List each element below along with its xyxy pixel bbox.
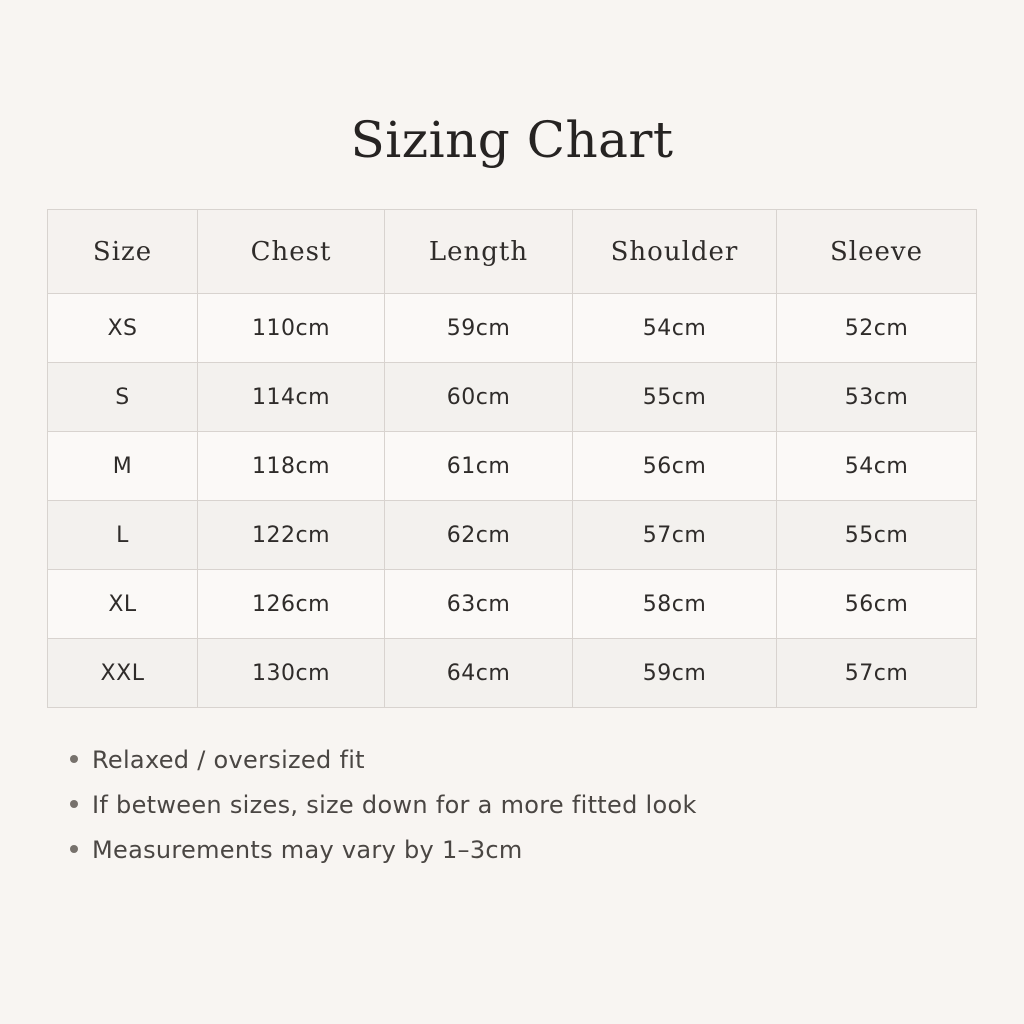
table-row: [48, 501, 977, 570]
sizing-table: [47, 209, 977, 708]
cell-length: 59cm: [385, 294, 573, 363]
bullet-icon: [70, 800, 78, 808]
cell-length: 63cm: [385, 570, 573, 639]
cell-length: 61cm: [385, 432, 573, 501]
header-size: Size: [48, 210, 198, 294]
header-shoulder: Shoulder: [573, 210, 777, 294]
cell-sleeve: 53cm: [777, 363, 977, 432]
cell-size: XL: [48, 570, 198, 639]
cell-sleeve: 54cm: [777, 432, 977, 501]
cell-sleeve: 52cm: [777, 294, 977, 363]
header-length: Length: [385, 210, 573, 294]
table-header-row: [48, 210, 977, 294]
cell-length: 62cm: [385, 501, 573, 570]
header-chest: Chest: [198, 210, 385, 294]
cell-chest: 122cm: [198, 501, 385, 570]
page-title: Sizing Chart: [350, 111, 674, 169]
bullet-icon: [70, 755, 78, 763]
cell-shoulder: 57cm: [573, 501, 777, 570]
bullet-icon: [70, 845, 78, 853]
cell-shoulder: 54cm: [573, 294, 777, 363]
list-item: [70, 828, 697, 873]
cell-shoulder: 55cm: [573, 363, 777, 432]
note-text: If between sizes, size down for a more fitted look: [92, 791, 697, 819]
cell-chest: 118cm: [198, 432, 385, 501]
note-text: Relaxed / oversized fit: [92, 746, 365, 774]
cell-chest: 110cm: [198, 294, 385, 363]
list-item: [70, 783, 697, 828]
list-item: [70, 738, 697, 783]
cell-chest: 126cm: [198, 570, 385, 639]
fit-notes-list: [70, 738, 697, 873]
table-row: [48, 639, 977, 708]
cell-size: S: [48, 363, 198, 432]
cell-size: L: [48, 501, 198, 570]
cell-length: 60cm: [385, 363, 573, 432]
cell-shoulder: 56cm: [573, 432, 777, 501]
cell-shoulder: 58cm: [573, 570, 777, 639]
header-sleeve: Sleeve: [777, 210, 977, 294]
cell-sleeve: 56cm: [777, 570, 977, 639]
cell-length: 64cm: [385, 639, 573, 708]
note-text: Measurements may vary by 1–3cm: [92, 836, 523, 864]
cell-size: XXL: [48, 639, 198, 708]
cell-chest: 114cm: [198, 363, 385, 432]
table-row: [48, 432, 977, 501]
cell-sleeve: 57cm: [777, 639, 977, 708]
cell-chest: 130cm: [198, 639, 385, 708]
table-row: [48, 570, 977, 639]
table-row: [48, 363, 977, 432]
cell-size: M: [48, 432, 198, 501]
cell-sleeve: 55cm: [777, 501, 977, 570]
table-row: [48, 294, 977, 363]
cell-shoulder: 59cm: [573, 639, 777, 708]
cell-size: XS: [48, 294, 198, 363]
